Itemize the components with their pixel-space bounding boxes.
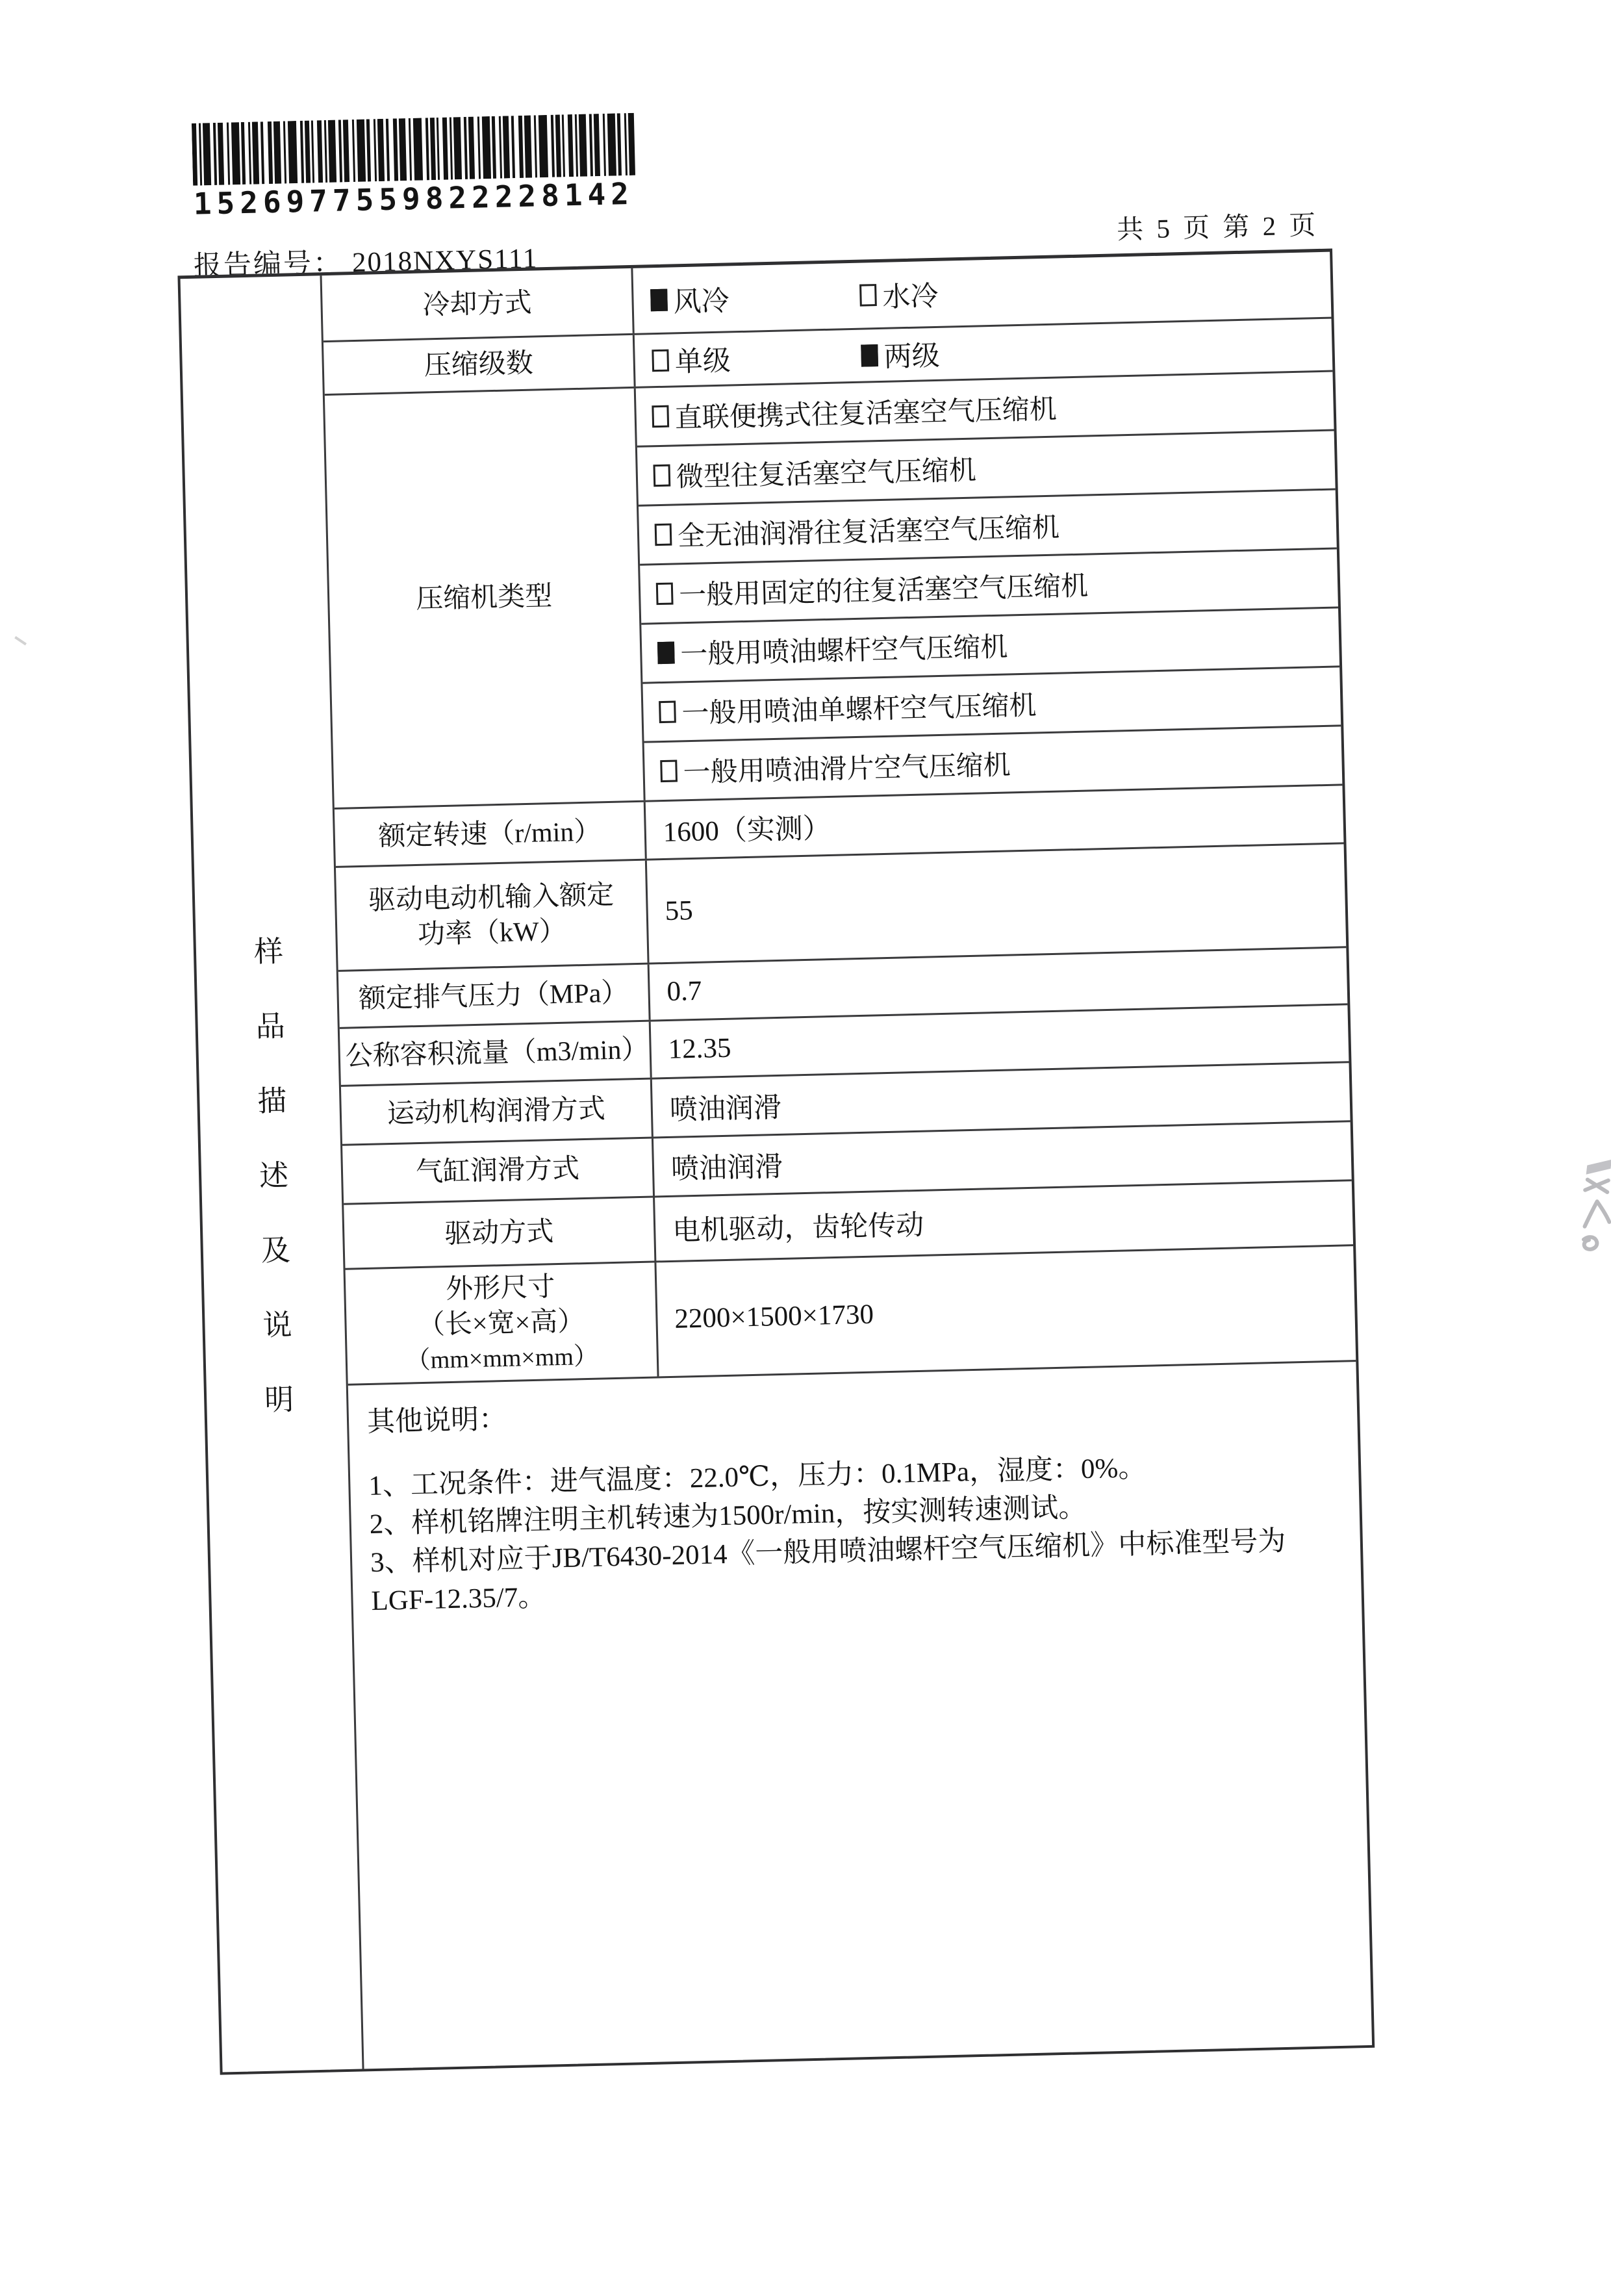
- checkbox-icon: [861, 344, 878, 367]
- notes-line: 3、样机对应于JB/T6430-2014《一般用喷油螺杆空气压缩机》中标准型号为: [370, 1525, 1286, 1578]
- notes-body: [368, 1444, 1342, 1620]
- row-label: [346, 1262, 659, 1383]
- row-label: 额定转速（r/min）: [335, 802, 647, 866]
- option-label: 全无油润滑往复活塞空气压缩机: [677, 513, 1060, 552]
- scan-speck: [14, 636, 27, 645]
- row-label: 公称容积流量（m3/min）: [340, 1022, 652, 1085]
- row-label: 气缸润滑方式: [342, 1139, 655, 1203]
- checkbox-icon: [653, 465, 670, 487]
- option-label: 两级: [883, 340, 941, 373]
- row-label-line: 驱动电动机输入额定: [368, 880, 615, 916]
- checkbox-icon: [656, 583, 674, 606]
- row-value: 喷油润滑: [670, 1151, 783, 1185]
- option-label: 一般用喷油螺杆空气压缩机: [679, 632, 1008, 670]
- checkbox-icon: [657, 642, 675, 665]
- option: [652, 336, 861, 381]
- checkbox-icon: [659, 701, 676, 724]
- row-label-line: （长×宽×高）: [417, 1306, 585, 1340]
- checkbox-icon: [859, 284, 877, 307]
- row-value: 55: [665, 895, 694, 926]
- row-value: 0.7: [666, 975, 702, 1007]
- option-label: 风冷: [673, 285, 730, 318]
- option-label: 一般用喷油单螺杆空气压缩机: [681, 691, 1037, 730]
- row-value: 喷油润滑: [669, 1092, 782, 1126]
- row-label: 额定排气压力（MPa）: [338, 965, 651, 1027]
- option-label: 一般用喷油滑片空气压缩机: [683, 750, 1011, 789]
- barcode: [192, 113, 638, 222]
- report-no-value: 2018NXYS111: [351, 243, 539, 279]
- checkbox-icon: [660, 759, 678, 782]
- option: [859, 274, 939, 315]
- row-label-line: （mm×mm×mm）: [405, 1342, 599, 1375]
- table-row: [345, 1244, 1356, 1384]
- row-label: 压缩级数: [323, 335, 636, 394]
- notes-title: 其他说明：: [366, 1403, 507, 1438]
- row-value: 1600（实测）: [663, 813, 831, 848]
- row-label: 压缩机类型: [325, 389, 646, 808]
- margin-scribble: [1567, 1156, 1611, 1261]
- type-options: [636, 372, 1343, 800]
- barcode-image: [192, 113, 637, 186]
- checkbox-icon: [655, 524, 672, 546]
- notes-line: 1、工况条件：进气温度：22.0℃，压力：0.1MPa，湿度：0%。: [368, 1452, 1147, 1501]
- notes-line: 2、样机铭牌注明主机转速为1500r/min，按实测转速测试。: [369, 1492, 1087, 1540]
- report-no-label: 报告编号：: [193, 248, 344, 282]
- other-notes: [348, 1360, 1372, 2069]
- table-row: [325, 370, 1343, 808]
- row-value: 2200×1500×1730: [674, 1299, 874, 1334]
- page-indicator: 共 5 页 第 2 页: [1116, 209, 1319, 245]
- row-value: 电机驱动，齿轮传动: [672, 1210, 924, 1247]
- option-label: 单级: [674, 346, 731, 378]
- option-label: 一般用固定的往复活塞空气压缩机: [678, 571, 1089, 611]
- option-label: 微型往复活塞空气压缩机: [676, 455, 977, 493]
- row-label-line: 功率（kW）: [417, 916, 567, 950]
- table-main: [322, 252, 1372, 2069]
- option-label: 水冷: [882, 281, 939, 313]
- notes-line: LGF-12.35/7。: [371, 1581, 546, 1616]
- row-value: 12.35: [668, 1032, 731, 1065]
- option: [861, 334, 940, 376]
- sample-description-table: [177, 249, 1375, 2075]
- row-label: 驱动方式: [344, 1197, 656, 1268]
- row-label: [336, 861, 650, 970]
- option-label: 直联便携式往复活塞空气压缩机: [674, 394, 1058, 434]
- checkbox-icon: [652, 405, 669, 428]
- row-label: 运动机构润滑方式: [341, 1080, 653, 1144]
- row-label: 冷却方式: [322, 268, 634, 340]
- checkbox-icon: [650, 289, 668, 312]
- checkbox-icon: [652, 349, 669, 372]
- side-label: 样品描述及说明: [249, 935, 294, 1459]
- option: [650, 275, 860, 320]
- row-label-line: 外形尺寸: [445, 1271, 555, 1305]
- barcode-digits: 1526977559822228142: [193, 175, 635, 222]
